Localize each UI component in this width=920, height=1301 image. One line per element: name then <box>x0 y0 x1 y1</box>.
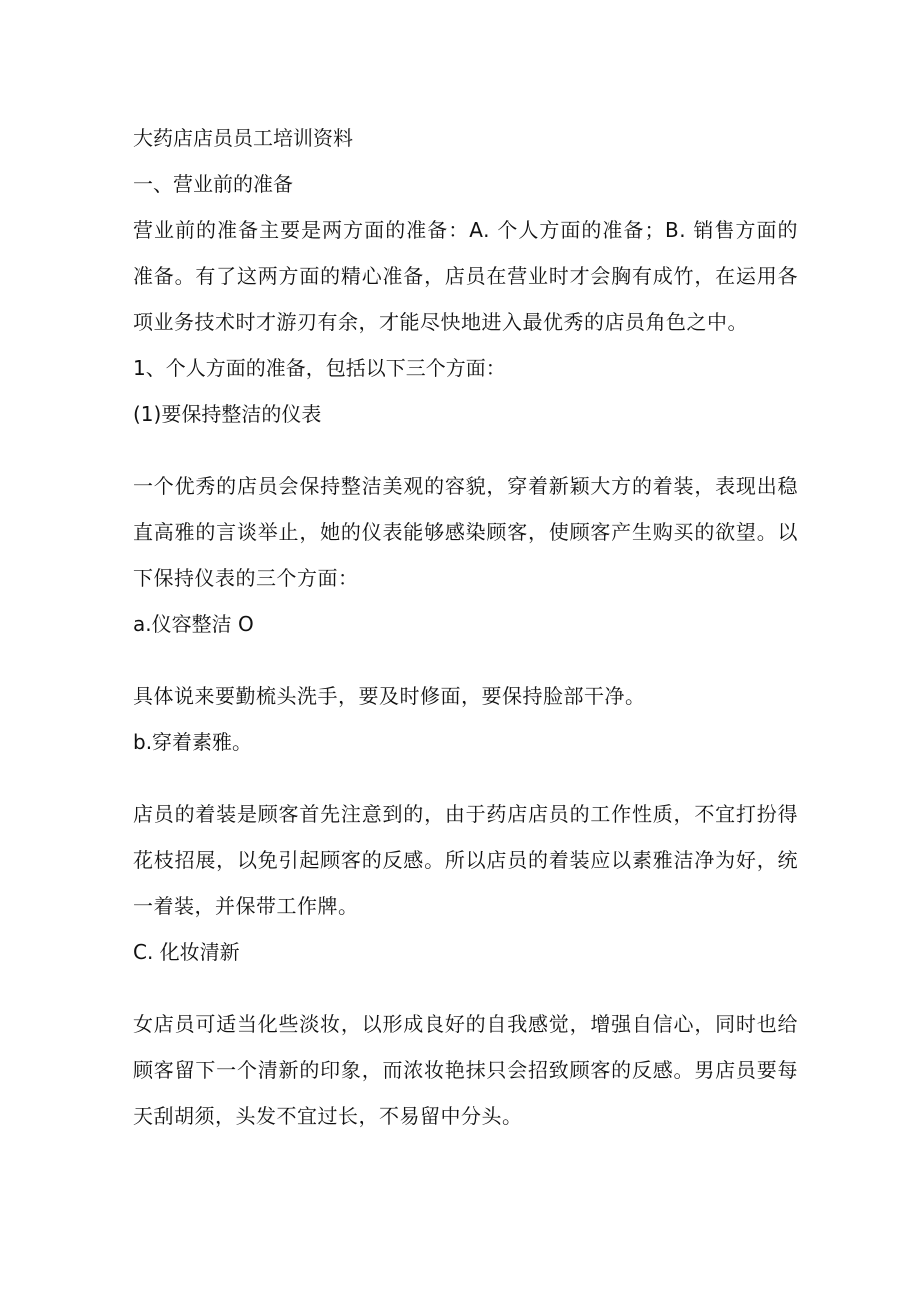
spacer <box>133 437 798 463</box>
section-heading: 一、营业前的准备 <box>133 172 293 196</box>
section-intro-paragraph: 营业前的准备主要是两方面的准备：A. 个人方面的准备；B. 销售方面的准备。有了这两方面的精心准备，店员在营业时才会胸有成竹，在运用各项业务技术时才游刃有余，才能尽快地进入最优秀的店员角色之中。 <box>133 218 798 334</box>
document-title: 大药店店员员工培训资料 <box>133 126 353 150</box>
document-body <box>133 115 798 1139</box>
item-b-heading: b.穿着素雅。 <box>133 730 253 754</box>
point-paragraph: 一个优秀的店员会保持整洁美观的容貌，穿着新颖大方的着装，表现出稳直高雅的言谈举止，她的仪表能够感染顾客，使顾客产生购买的欲望。以下保持仪表的三个方面： <box>133 474 798 590</box>
spacer <box>133 975 798 1001</box>
item-c-heading: C. 化妆清新 <box>133 940 240 964</box>
item-c-paragraph: 女店员可适当化些淡妆，以形成良好的自我感觉，增强自信心，同时也给顾客留下一个清新的印象，而浓妆艳抹只会招致顾客的反感。男店员要每天刮胡须，头发不宜过长，不易留中分头。 <box>133 1012 798 1128</box>
item-a-heading: a.仪容整洁 O <box>133 612 254 636</box>
item-a-paragraph: 具体说来要勤梳头洗手，要及时修面，要保持脸部干净。 <box>133 684 646 708</box>
subsection-heading: 1、个人方面的准备，包括以下三个方面： <box>133 356 506 380</box>
spacer <box>133 765 798 791</box>
spacer <box>133 647 798 673</box>
point-heading: (1)要保持整洁的仪表 <box>133 402 322 426</box>
item-b-paragraph: 店员的着装是顾客首先注意到的，由于药店店员的工作性质，不宜打扮得花枝招展，以免引起顾客的反感。所以店员的着装应以素雅洁净为好，统一着装，并保带工作牌。 <box>133 802 798 918</box>
